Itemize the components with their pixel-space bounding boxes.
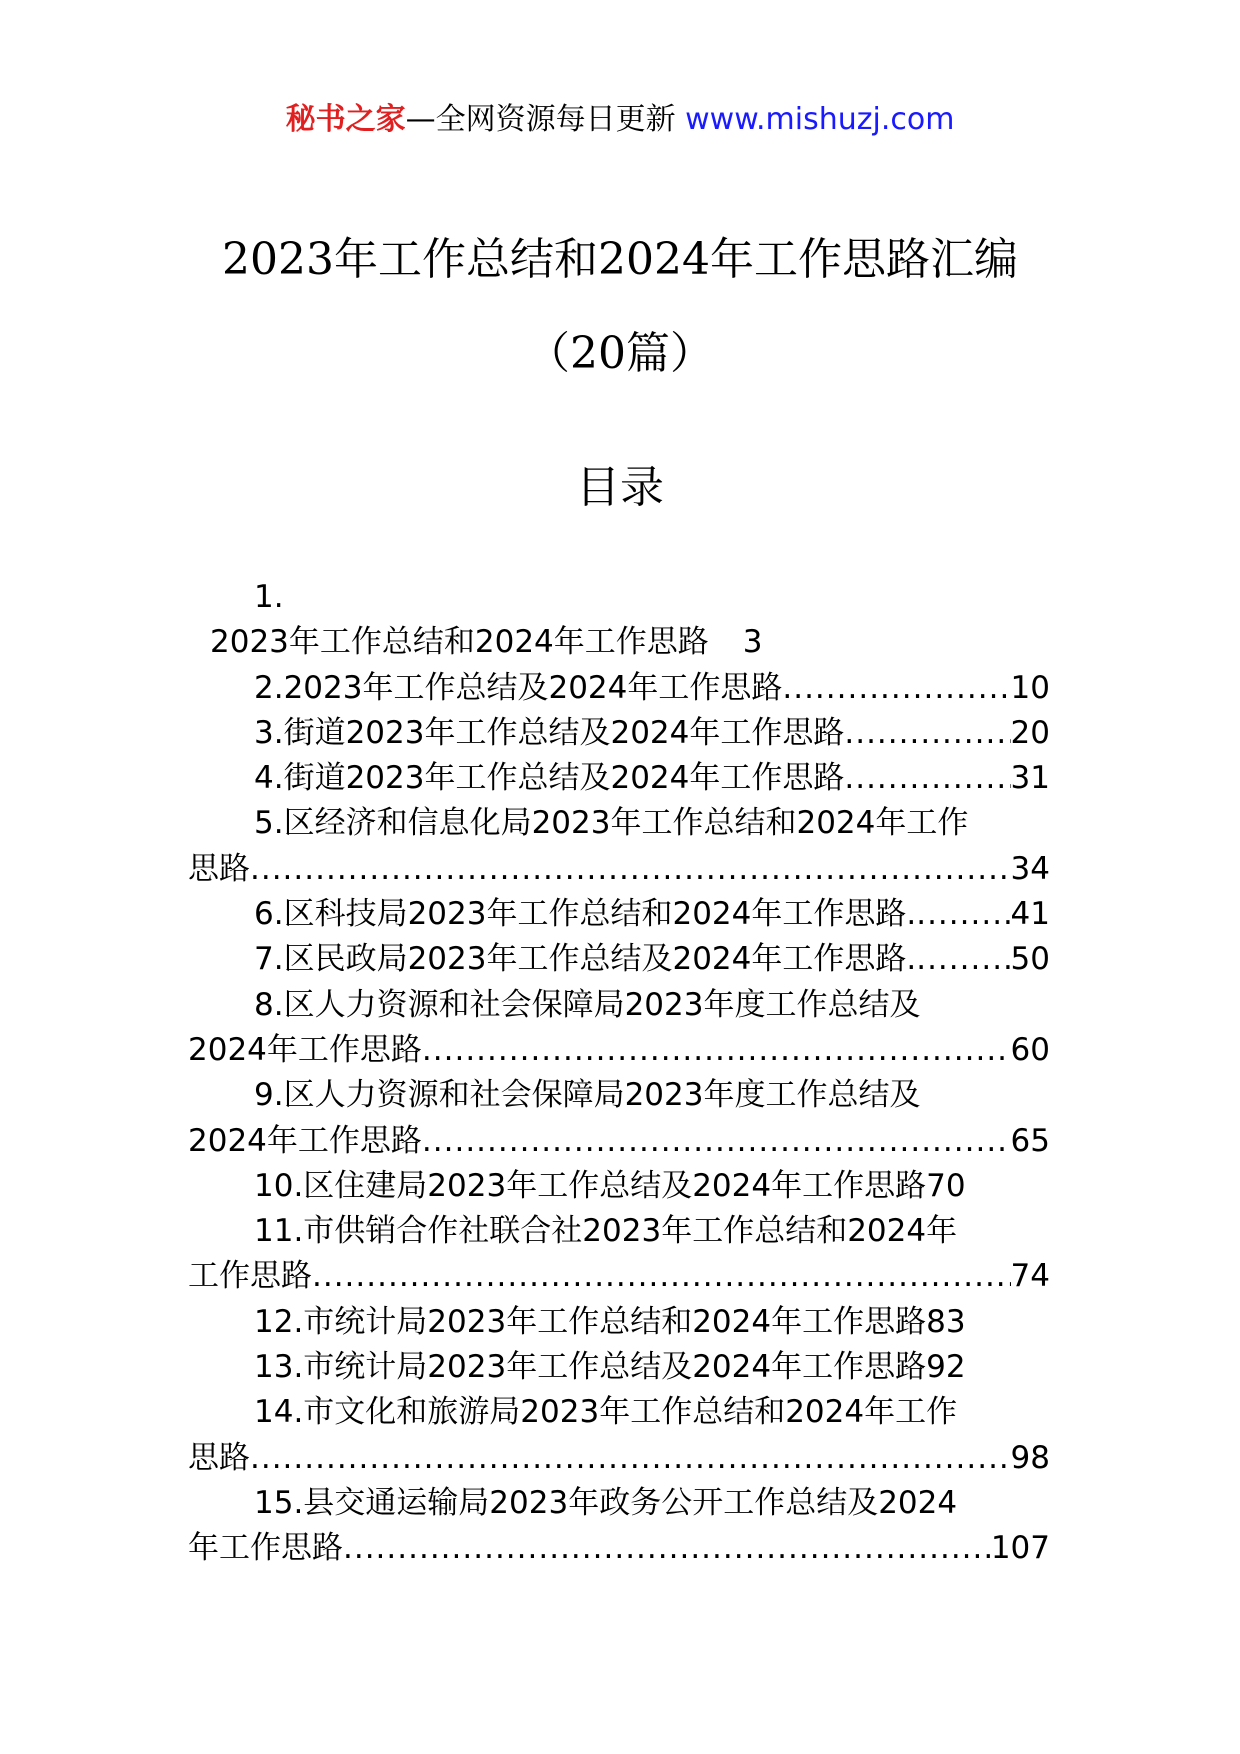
toc-entry-7[interactable] bbox=[188, 937, 1050, 982]
toc-entry-15-line-2[interactable] bbox=[188, 1526, 1050, 1571]
toc-page-number: 92 bbox=[926, 1349, 966, 1386]
toc-entry-4[interactable] bbox=[188, 756, 1050, 801]
toc-entry-12[interactable] bbox=[188, 1300, 1050, 1345]
toc-leader-dots bbox=[343, 1526, 991, 1571]
brand-name: 秘书之家 bbox=[285, 102, 406, 137]
toc-entry-text: 5.区经济和信息化局2023年工作总结和2024年工作 bbox=[254, 805, 969, 842]
toc-page-number: 34 bbox=[1010, 850, 1050, 887]
toc-page-number: 98 bbox=[1010, 1439, 1050, 1476]
toc-entry-13[interactable] bbox=[188, 1345, 1050, 1390]
toc-leader-dots bbox=[250, 847, 1011, 892]
header-tagline: —全网资源每日更新 bbox=[405, 102, 676, 137]
site-header bbox=[0, 100, 1240, 140]
toc-page-number: 60 bbox=[1010, 1031, 1050, 1068]
toc-entry-5-line-2[interactable] bbox=[188, 847, 1050, 892]
toc-entry-text: 2023年工作总结和2024年工作思路 bbox=[210, 624, 709, 661]
document-title-count: （20篇） bbox=[526, 328, 714, 379]
toc-entry-text: 1. bbox=[254, 579, 284, 615]
toc-page-number: 70 bbox=[926, 1167, 966, 1204]
toc-page-number: 20 bbox=[1010, 714, 1050, 751]
toc-entry-text: 9.区人力资源和社会保障局2023年度工作总结及 bbox=[254, 1077, 921, 1114]
toc-leader-dots bbox=[422, 1119, 1011, 1164]
toc-entry-14-line-2[interactable] bbox=[188, 1436, 1050, 1481]
toc-entry-text: 14.市文化和旅游局2023年工作总结和2024年工作 bbox=[254, 1394, 958, 1431]
toc-entry-6[interactable] bbox=[188, 892, 1050, 937]
toc-entry-text: 11.市供销合作社联合社2023年工作总结和2024年 bbox=[254, 1213, 958, 1250]
toc-entry-text: 工作思路 bbox=[188, 1258, 312, 1295]
toc-leader-dots bbox=[844, 756, 1010, 801]
toc-entry-3[interactable] bbox=[188, 711, 1050, 756]
toc-entry-14-line-1[interactable] bbox=[188, 1390, 1050, 1435]
toc-entry-text: 思路 bbox=[188, 850, 250, 887]
toc-entry-8-line-1[interactable] bbox=[188, 983, 1050, 1028]
toc-entry-5-line-1[interactable] bbox=[188, 801, 1050, 846]
toc-entry-text: 2.2023年工作总结及2024年工作思路 bbox=[254, 669, 783, 706]
toc-page-number: 74 bbox=[1010, 1258, 1050, 1295]
toc-entry-text: 4.街道2023年工作总结及2024年工作思路 bbox=[254, 760, 845, 797]
toc-leader-dots bbox=[916, 937, 1010, 982]
toc-entry-text: 3.街道2023年工作总结及2024年工作思路 bbox=[254, 714, 845, 751]
toc-entry-8-line-2[interactable] bbox=[188, 1028, 1050, 1073]
toc-entry-9-line-2[interactable] bbox=[188, 1119, 1050, 1164]
toc-page-number: 107 bbox=[990, 1530, 1050, 1567]
toc-leader-dots bbox=[844, 711, 1010, 756]
toc-leader-dots bbox=[916, 892, 1010, 937]
toc-entry-text: 7.区民政局2023年工作总结及2024年工作思路. bbox=[254, 941, 917, 978]
toc-heading: 目录 bbox=[576, 462, 664, 513]
toc-entry-text: 2024年工作思路 bbox=[188, 1031, 422, 1068]
toc-entry-text: 思路 bbox=[188, 1439, 250, 1476]
toc-entry-text: 12.市统计局2023年工作总结和2024年工作思路 bbox=[254, 1303, 927, 1340]
toc-page-number: 31 bbox=[1010, 760, 1050, 797]
toc-entry-15-line-1[interactable] bbox=[188, 1481, 1050, 1526]
toc-entry-10[interactable] bbox=[188, 1164, 1050, 1209]
table-of-contents bbox=[188, 575, 1050, 1572]
toc-entry-9-line-1[interactable] bbox=[188, 1073, 1050, 1118]
toc-entry-1-number[interactable] bbox=[188, 575, 1050, 620]
toc-entry-text: 8.区人力资源和社会保障局2023年度工作总结及 bbox=[254, 986, 921, 1023]
document-title: 2023年工作总结和2024年工作思路汇编 bbox=[222, 234, 1018, 285]
toc-page-number: 10 bbox=[1010, 669, 1050, 706]
toc-entry-11-line-1[interactable] bbox=[188, 1209, 1050, 1254]
toc-leader-dots bbox=[782, 666, 1010, 711]
toc-leader-dots bbox=[422, 1028, 1011, 1073]
toc-entry-1[interactable] bbox=[188, 620, 1050, 665]
toc-page-number: 65 bbox=[1010, 1122, 1050, 1159]
toc-entry-2[interactable] bbox=[188, 666, 1050, 711]
toc-entry-text: 2024年工作思路 bbox=[188, 1122, 422, 1159]
toc-page-number: 83 bbox=[926, 1303, 966, 1340]
site-url-link[interactable]: www.mishuzj.com bbox=[685, 102, 955, 137]
toc-entry-text: 年工作思路 bbox=[188, 1530, 343, 1567]
toc-page-number: 50 bbox=[1010, 941, 1050, 978]
toc-page-number: 41 bbox=[1010, 896, 1050, 933]
toc-leader-dots bbox=[312, 1254, 1011, 1299]
toc-entry-text: 15.县交通运输局2023年政务公开工作总结及2024 bbox=[254, 1484, 958, 1521]
toc-entry-text: 10.区住建局2023年工作总结及2024年工作思路 bbox=[254, 1167, 927, 1204]
toc-leader-dots bbox=[250, 1436, 1011, 1481]
toc-entry-11-line-2[interactable] bbox=[188, 1254, 1050, 1299]
toc-entry-text: 13.市统计局2023年工作总结及2024年工作思路 bbox=[254, 1349, 927, 1386]
toc-page-number: 3 bbox=[742, 624, 763, 661]
toc-entry-text: 6.区科技局2023年工作总结和2024年工作思路. bbox=[254, 896, 917, 933]
